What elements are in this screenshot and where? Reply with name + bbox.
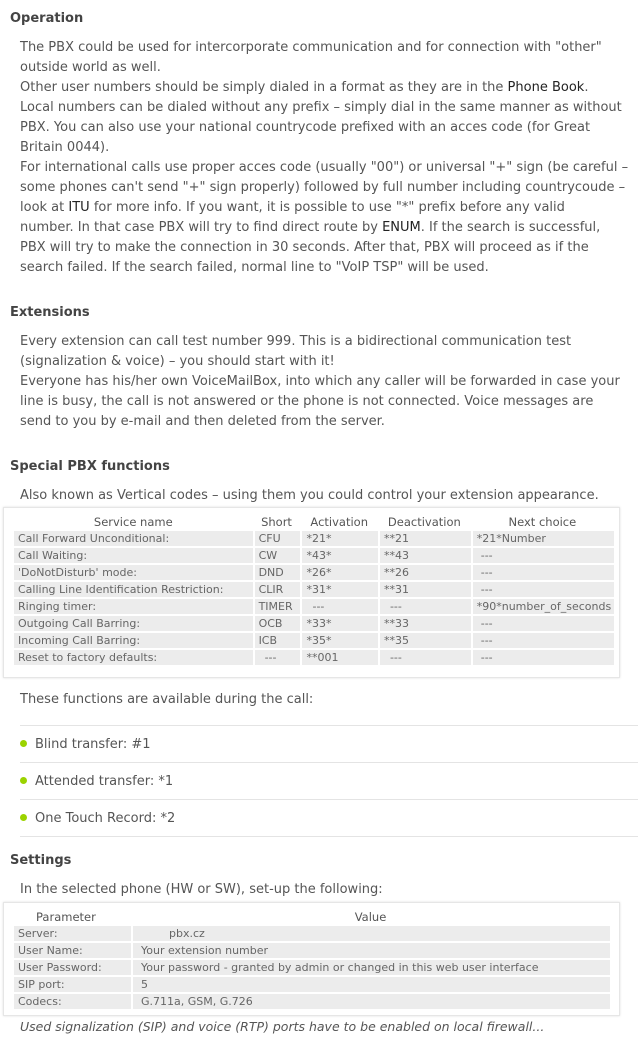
table-cell: *31* [300, 582, 377, 597]
table-cell: CFU [253, 531, 301, 546]
table-cell: **21 [378, 531, 471, 546]
extensions-section [0, 303, 638, 432]
table-cell: --- [300, 599, 377, 614]
settings-table-box [3, 902, 620, 1016]
table-cell: **33 [378, 616, 471, 631]
table-cell: DND [253, 565, 301, 580]
table-cell: **26 [378, 565, 471, 580]
list-item: Blind transfer: #1 [20, 736, 151, 754]
column-header: Service name [93, 514, 173, 529]
settings-section [0, 851, 638, 900]
table-cell: G.711a, GSM, G.726 [131, 994, 610, 1009]
table-cell: Outgoing Call Barring: [14, 616, 253, 631]
text-fragment: look at [20, 200, 69, 215]
table-cell: --- [471, 633, 614, 648]
vertical-codes-table [14, 512, 614, 667]
text-line: line is busy, the call is not answered or the phone is not connected. Voice messages are [20, 394, 594, 409]
table-cell: CLIR [253, 582, 301, 597]
special-intro: Also known as Vertical codes – using them you could control your extension appearance. [20, 488, 599, 503]
table-cell: --- [378, 599, 471, 614]
table-cell: OCB [253, 616, 301, 631]
settings-intro: In the selected phone (HW or SW), set-up the following: [20, 882, 383, 897]
text-line: PBX will try to make the connection in 30 seconds. After that, PBX will proceed as if the [20, 240, 589, 255]
text-line: Britain 0044). [20, 140, 110, 155]
table-cell: --- [471, 582, 614, 597]
table-row [14, 650, 614, 665]
text-line: (signalization & voice) – you should start with it! [20, 354, 335, 369]
text-line [20, 198, 636, 218]
inline-link[interactable]: ENUM [382, 220, 421, 235]
table-cell: ICB [253, 633, 301, 648]
text-line: send to you by e-mail and then deleted from the server. [20, 414, 385, 429]
text-line: some phones can't send "+" sign properly) followed by full number including countrycoude – [20, 180, 626, 195]
table-cell: User Password: [14, 960, 131, 975]
operation-heading: Operation [10, 11, 84, 26]
table-cell: *26* [300, 565, 377, 580]
text-line: PBX. You can also use your national countrycode prefixed with an acces code (for Great [20, 120, 591, 135]
table-cell: *21*Number [471, 531, 614, 546]
extensions-text [0, 332, 638, 432]
inline-link[interactable]: Phone Book [507, 80, 585, 95]
text-line: The PBX could be used for intercorporate communication and for connection with "other" [20, 40, 602, 55]
table-row [14, 582, 614, 597]
table-cell: Calling Line Identification Restriction: [14, 582, 253, 597]
text-line: search failed. If the search failed, normal line to "VoIP TSP" will be used. [20, 260, 489, 275]
divider [20, 762, 638, 763]
table-cell: Reset to factory defaults: [14, 650, 253, 665]
table-cell: Incoming Call Barring: [14, 633, 253, 648]
operation-section [0, 9, 638, 278]
column-header: Parameter [36, 909, 96, 924]
text-line [20, 218, 636, 238]
text-fragment: Other user numbers should be simply dialed in a format as they are in the [20, 80, 508, 95]
table-cell: SIP port: [14, 977, 131, 992]
table-cell: Call Waiting: [14, 548, 253, 563]
text-line: outside world as well. [20, 60, 161, 75]
table-row [14, 977, 610, 992]
table-row [14, 926, 610, 941]
divider [20, 799, 638, 800]
table-cell: **35 [378, 633, 471, 648]
bullet-icon [20, 740, 27, 747]
text-line: Local numbers can be dialed without any prefix – simply dial in the same manner as without [20, 100, 622, 115]
table-cell: --- [471, 565, 614, 580]
table-cell: --- [378, 650, 471, 665]
table-cell: *21* [300, 531, 377, 546]
table-cell: --- [253, 650, 301, 665]
table-cell: **43 [378, 548, 471, 563]
vertical-codes-table-box [3, 507, 620, 678]
column-header: Short [261, 514, 292, 529]
table-cell: Server: [14, 926, 131, 941]
table-cell: --- [471, 616, 614, 631]
text-line: For international calls use proper acces code (usually "00") or universal "+" sign (be careful – [20, 160, 629, 175]
special-heading: Special PBX functions [10, 459, 170, 474]
table-cell: Call Forward Unconditional: [14, 531, 253, 546]
table-row [14, 599, 614, 614]
table-cell: Your extension number [131, 943, 610, 958]
table-cell: Codecs: [14, 994, 131, 1009]
text-fragment: number. In that case PBX will try to find direct route by [20, 220, 383, 235]
extensions-heading: Extensions [10, 305, 90, 320]
table-row [14, 548, 614, 563]
table-cell: CW [253, 548, 301, 563]
table-cell: *43* [300, 548, 377, 563]
table-cell: Ringing timer: [14, 599, 253, 614]
list-item: One Touch Record: *2 [20, 810, 175, 828]
table-cell: *35* [300, 633, 377, 648]
table-cell: 5 [131, 977, 610, 992]
divider [20, 836, 638, 837]
firewall-note: Used signalization (SIP) and voice (RTP) ports have to be enabled on local firewall... [20, 1019, 545, 1034]
table-cell: *33* [300, 616, 377, 631]
text-fragment: . If the search is successful, [420, 220, 601, 235]
table-cell: pbx.cz [131, 926, 610, 941]
column-header: Value [354, 909, 387, 924]
table-cell: User Name: [14, 943, 131, 958]
bullet-icon [20, 777, 27, 784]
settings-heading: Settings [10, 853, 72, 868]
column-header: Next choice [508, 514, 577, 529]
table-cell: --- [471, 548, 614, 563]
list-item: Attended transfer: *1 [20, 773, 173, 791]
text-line: Every extension can call test number 999. This is a bidirectional communication test [20, 334, 572, 349]
table-row [14, 960, 610, 975]
inline-link[interactable]: ITU [68, 200, 90, 215]
table-cell: Your password - granted by admin or changed in this web user interface [131, 960, 610, 975]
table-row [14, 616, 614, 631]
table-cell: --- [471, 650, 614, 665]
text-fragment: for more info. If you want, it is possible to use "*" prefix before any valid [89, 200, 565, 215]
special-section [0, 457, 638, 506]
text-line [20, 78, 636, 98]
table-cell: **001 [300, 650, 377, 665]
table-cell: *90*number_of_seconds [471, 599, 614, 614]
table-row [14, 531, 614, 546]
table-cell: **31 [378, 582, 471, 597]
bullet-icon [20, 814, 27, 821]
text-fragment: . [584, 80, 589, 95]
column-header: Deactivation [387, 514, 461, 529]
table-row [14, 994, 610, 1009]
table-cell: 'DoNotDisturb' mode: [14, 565, 253, 580]
table-cell: TIMER [253, 599, 301, 614]
text-line: Everyone has his/her own VoiceMailBox, into which any caller will be forwarded in case your [20, 374, 620, 389]
divider [20, 725, 638, 726]
column-header: Activation [310, 514, 368, 529]
settings-table [14, 907, 610, 1011]
operation-text [0, 38, 638, 278]
table-row [14, 565, 614, 580]
table-row [14, 943, 610, 958]
table-row [14, 633, 614, 648]
during-call-text: These functions are available during the call: [20, 692, 314, 707]
